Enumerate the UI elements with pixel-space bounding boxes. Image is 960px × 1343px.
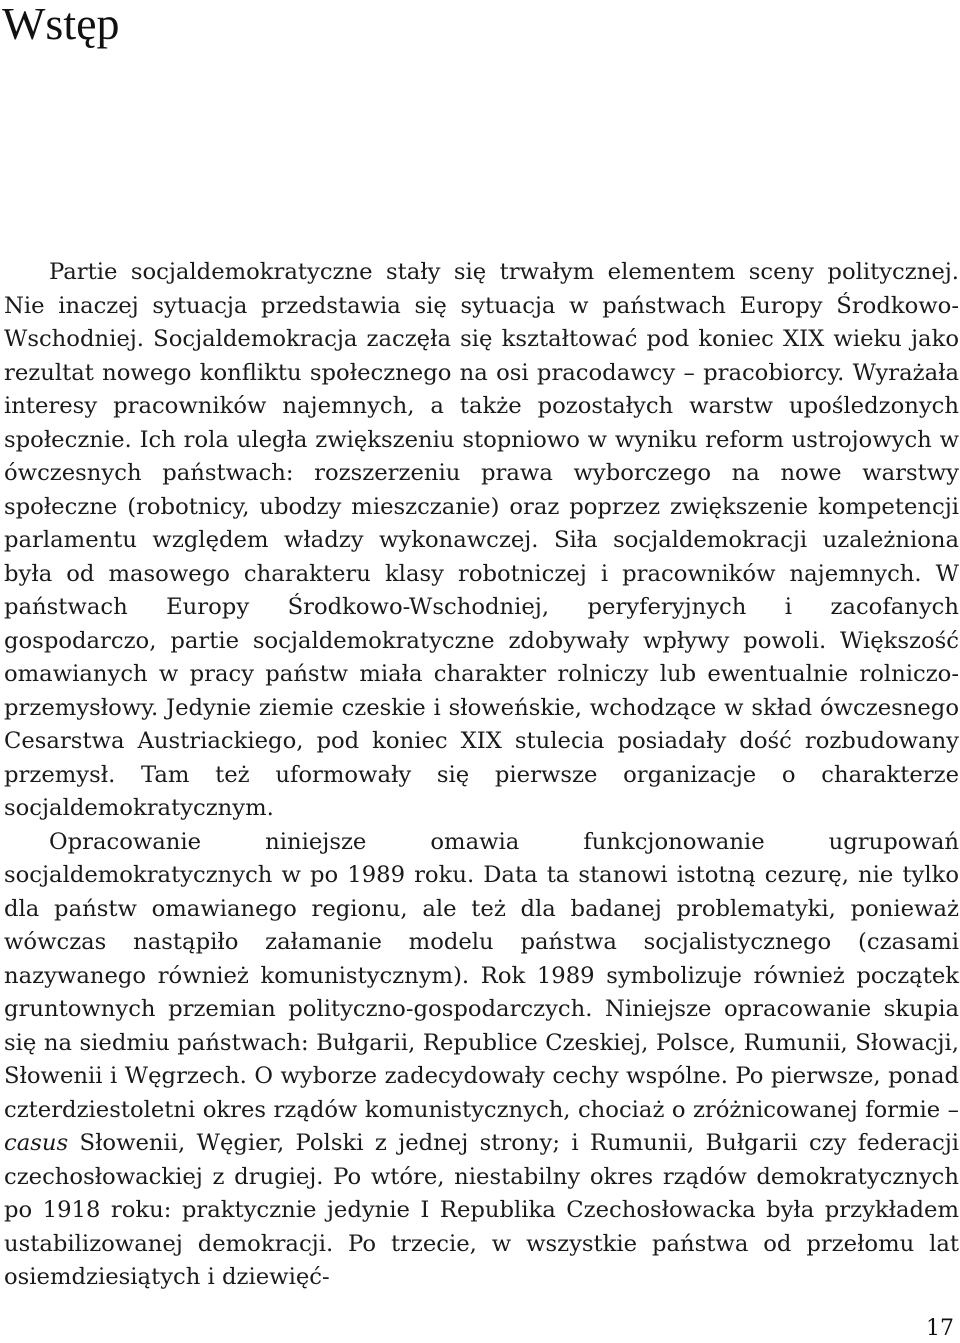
paragraph-2 (4, 826, 959, 1295)
paragraph-2-text-end: Słowenii, Węgier, Polski z jednej strony; i Rumunii, Bułgarii czy federacji czechosłowackiej z drugiej. Po wtóre, niestabilny okres rządów demokratycznych po 1918 roku: praktycznie jedynie I Republika Czechosłowacka była przykładem ustabilizowanej demokracji. Po trzecie, w wszystkie państwa od przełomu lat osiemdziesiątych i dziewięć- (4, 1130, 959, 1290)
page-title: Wstęp (2, 0, 120, 49)
paragraph-1 (4, 256, 959, 826)
page-number: 17 (926, 1316, 954, 1341)
emphasis-casus: casus (4, 1130, 69, 1156)
paragraph-2-text-start: Opracowanie niniejsze omawia funkcjonowanie ugrupowań socjaldemokratycznych w po 1989 roku. Data ta stanowi istotną cezurę, nie tylko dla państw omawianego regionu, ale też dla badanej problematyki, ponieważ wówczas nastąpiło załamanie modelu państwa socjalistycznego (czasami nazywanego również komunistycznym). Rok 1989 symbolizuje również początek gruntownych przemian polityczno-gospodarczych. Niniejsze opracowanie skupia się na siedmiu państwach: Bułgarii, Republice Czeskiej, Polsce, Rumunii, Słowacji, Słowenii i Węgrzech. O wyborze zadecydowały cechy wspólne. Po pierwsze, ponad czterdziestoletni okres rządów komunistycznych, chociaż o zróżnicowanej formie – (4, 828, 959, 1123)
body-text (4, 256, 959, 1295)
paragraph-1-text: Partie socjaldemokratyczne stały się trwałym elementem sceny politycznej. Nie inaczej sytuacja przedstawia się sytuacja w państwach Europy Środkowo-Wschodniej. Socjaldemokracja zaczęła się kształtować pod koniec XIX wieku jako rezultat nowego konfliktu społecznego na osi pracodawcy – pracobiorcy. Wyrażała interesy pracowników najemnych, a także pozostałych warstw upośledzonych społecznie. Ich rola uległa zwiększeniu stopniowo w wyniku reform ustrojowych w ówczesnych państwach: rozszerzeniu prawa wyborczego na nowe warstwy społeczne (robotnicy, ubodzy mieszczanie) oraz poprzez zwiększenie kompetencji parlamentu względem władzy wykonawczej. Siła socjaldemokracji uzależniona była od masowego charakteru klasy robotniczej i pracowników najemnych. W państwach Europy Środkowo-Wschodniej, peryferyjnych i zacofanych gospodarczo, partie socjaldemokratyczne zdobywały wpływy powoli. Większość omawianych w pracy państw miała charakter rolniczy lub ewentualnie rolniczo-przemysłowy. Jedynie ziemie czeskie i słoweńskie, wchodzące w skład ówczesnego Cesarstwa Austriackiego, pod koniec XIX stulecia posiadały dość rozbudowany przemysł. Tam też uformowały się pierwsze organizacje o charakterze socjaldemokratycznym. (4, 259, 959, 821)
